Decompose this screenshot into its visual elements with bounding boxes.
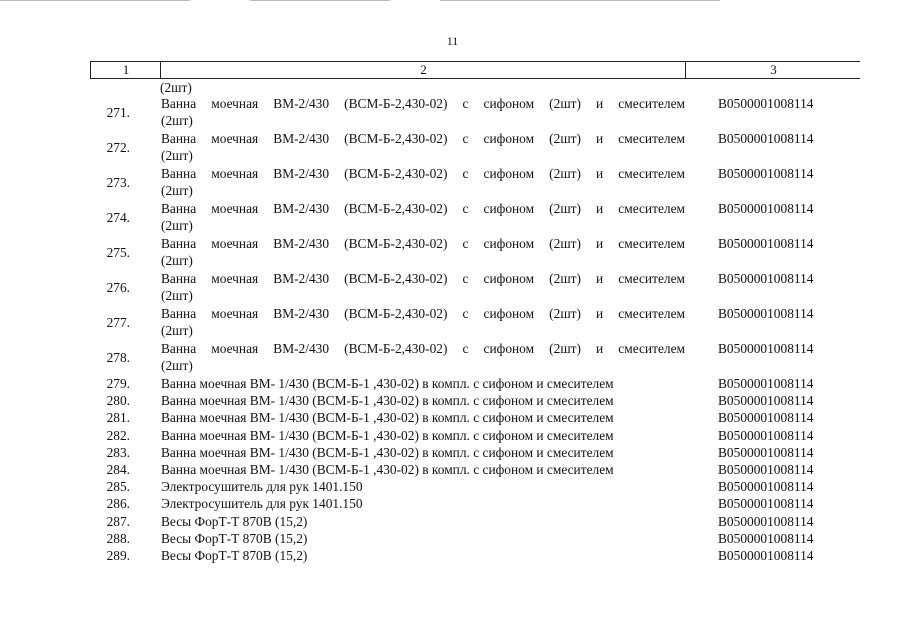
row-description-continuation: (2шт) [161,183,193,198]
row-description-continuation: (2шт) [161,113,193,128]
row-code: B0500001008114 [718,410,814,426]
row-code: B0500001008114 [718,341,814,356]
row-description-continuation: (2шт) [161,148,193,163]
row-number: 287. [106,513,130,529]
row-description: Электросушитель для рук 1401.150 [161,479,363,495]
row-code: B0500001008114 [718,131,814,146]
table-row [0,306,905,341]
row-number: 273. [106,175,130,190]
row-number: 289. [106,547,130,563]
row-description: Ванна моечная ВМ-2/430 (ВСМ-Б-2,430-02) с сифоном (2шт) и смесителем [161,236,685,251]
table-row [0,131,905,166]
row-description: Весы ФорТ-Т 870В (15,2) [161,547,308,563]
row-code: B0500001008114 [718,201,814,216]
scan-edge-line [440,0,720,1]
row-description: Ванна моечная ВМ-2/430 (ВСМ-Б-2,430-02) с сифоном (2шт) и смесителем [161,271,685,286]
row-description: Ванна моечная ВМ- 1/430 (ВСМ-Б-1 ,430-02) в компл. с сифоном и смесителем [161,376,614,391]
row-description-continuation: (2шт) [161,253,193,268]
table-body [0,96,905,565]
row-description-continuation: (2шт) [161,288,193,303]
table-header [90,61,860,79]
row-code: B0500001008114 [718,376,814,391]
row-description: Весы ФорТ-Т 870В (15,2) [161,530,308,546]
row-code: B0500001008114 [718,393,814,409]
row-code: B0500001008114 [718,96,814,111]
row-number: 279. [106,376,130,391]
table-row [0,166,905,201]
table-row [0,393,905,410]
row-description-continuation: (2шт) [161,218,193,233]
row-description: Ванна моечная ВМ- 1/430 (ВСМ-Б-1 ,430-02) в компл. с сифоном и смесителем [161,393,614,409]
row-description: Ванна моечная ВМ-2/430 (ВСМ-Б-2,430-02) с сифоном (2шт) и смесителем [161,96,685,111]
header-col-2: 2 [160,62,686,78]
row-code: B0500001008114 [718,236,814,251]
row-code: B0500001008114 [718,166,814,181]
row-code: B0500001008114 [718,479,814,495]
row-code: B0500001008114 [718,530,814,546]
row-code: B0500001008114 [718,547,814,563]
table-row [0,376,905,393]
row-number: 285. [106,479,130,495]
row-description: Весы ФорТ-Т 870В (15,2) [161,513,308,529]
table-row [0,445,905,462]
row-number: 282. [106,427,130,443]
row-number: 280. [106,393,130,409]
row-description: Ванна моечная ВМ- 1/430 (ВСМ-Б-1 ,430-02) в компл. с сифоном и смесителем [161,427,614,443]
table-row [0,514,905,531]
table-row [0,236,905,271]
row-code: B0500001008114 [718,513,814,529]
scan-edge-line [250,0,390,1]
row-code: B0500001008114 [718,306,814,321]
row-number: 283. [106,444,130,460]
row-description: Ванна моечная ВМ- 1/430 (ВСМ-Б-1 ,430-02) в компл. с сифоном и смесителем [161,410,614,426]
row-number: 275. [106,245,130,260]
row-description: Ванна моечная ВМ-2/430 (ВСМ-Б-2,430-02) с сифоном (2шт) и смесителем [161,166,685,181]
row-number: 274. [106,210,130,225]
row-number: 281. [106,410,130,426]
row-code: B0500001008114 [718,271,814,286]
row-code: B0500001008114 [718,461,814,477]
table-row [0,428,905,445]
continuation-text: (2шт) [160,80,192,95]
row-description-continuation: (2шт) [161,323,193,338]
row-code: B0500001008114 [718,427,814,443]
row-number: 276. [106,280,130,295]
table-row [0,201,905,236]
row-description: Ванна моечная ВМ-2/430 (ВСМ-Б-2,430-02) с сифоном (2шт) и смесителем [161,341,685,356]
row-description: Ванна моечная ВМ-2/430 (ВСМ-Б-2,430-02) с сифоном (2шт) и смесителем [161,201,685,216]
row-number: 272. [106,140,130,155]
row-number: 278. [106,350,130,365]
row-code: B0500001008114 [718,444,814,460]
table-row [0,479,905,496]
table-row [0,341,905,376]
header-col-3: 3 [685,62,861,78]
row-description-continuation: (2шт) [161,358,193,373]
scan-edge-line [0,0,190,1]
row-description: Ванна моечная ВМ- 1/430 (ВСМ-Б-1 ,430-02) в компл. с сифоном и смесителем [161,461,614,477]
row-code: B0500001008114 [718,496,814,512]
row-number: 271. [106,105,130,120]
header-col-1: 1 [90,62,161,78]
table-row [0,462,905,479]
page-number: 11 [446,34,459,48]
row-number: 286. [106,496,130,512]
table-row [0,496,905,513]
row-description: Ванна моечная ВМ- 1/430 (ВСМ-Б-1 ,430-02) в компл. с сифоном и смесителем [161,444,614,460]
row-number: 288. [106,530,130,546]
table-row [0,548,905,565]
table-row [0,410,905,427]
row-description: Ванна моечная ВМ-2/430 (ВСМ-Б-2,430-02) с сифоном (2шт) и смесителем [161,306,685,321]
row-description: Электросушитель для рук 1401.150 [161,496,363,512]
row-number: 284. [106,461,130,477]
table-row [0,96,905,131]
row-number: 277. [106,315,130,330]
table-row [0,271,905,306]
row-description: Ванна моечная ВМ-2/430 (ВСМ-Б-2,430-02) с сифоном (2шт) и смесителем [161,131,685,146]
table-row [0,531,905,548]
